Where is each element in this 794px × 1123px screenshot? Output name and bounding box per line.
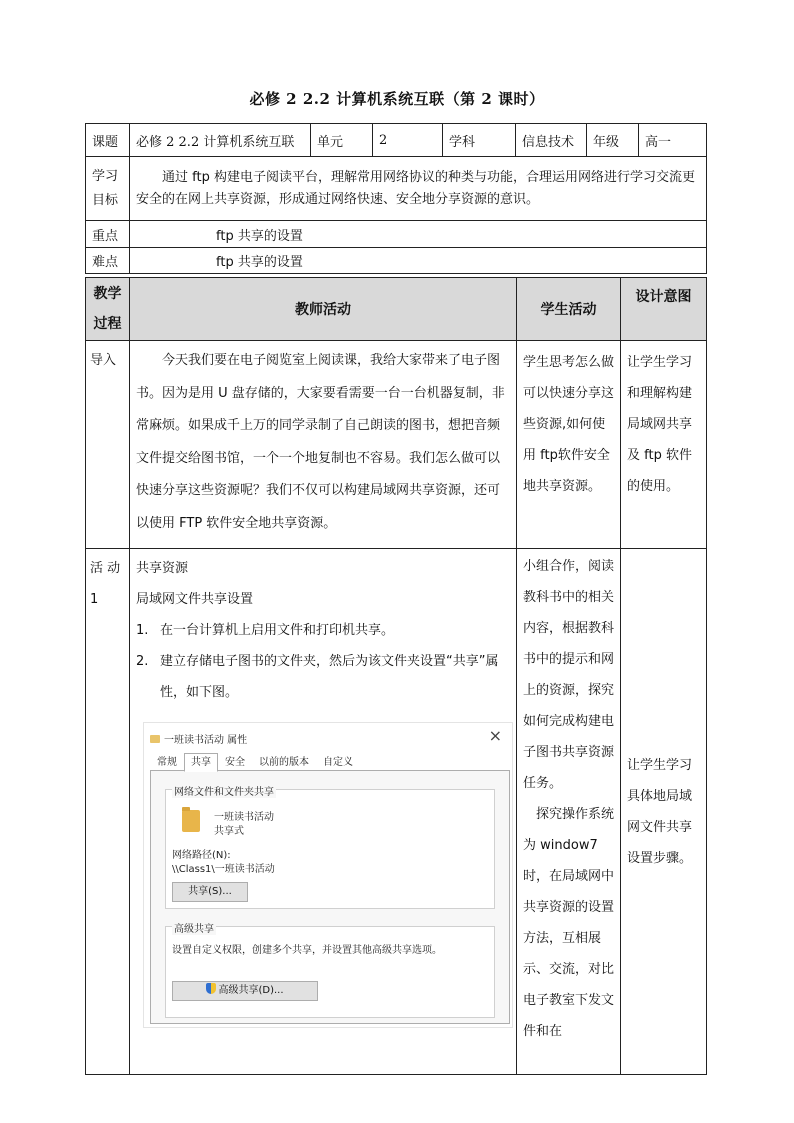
subject-label: 学科 <box>443 124 516 157</box>
unit-label: 单元 <box>311 124 373 157</box>
teacher-header: 教师活动 <box>130 278 517 341</box>
activity1-row <box>86 549 707 1075</box>
info-row-key <box>86 221 707 248</box>
advanced-sharing-button[interactable] <box>172 981 318 1001</box>
intro-teacher-text: 今天我们要在电子阅览室上阅读课，我给大家带来了电子图书。因为是用 U 盘存储的，大家要看需要一台一台机器复制，非常麻烦。如果成千上万的同学录制了自己朗读的图书，想把音频文件提交给图书馆，一个一个地复制也不容易。我们怎么做可以快速分享这些资源呢？我们不仅可以构建局域网共享资源，还可以使用 FTP 软件安全地共享资源。 <box>130 341 517 549</box>
goal-label-line-1: 学习 <box>92 168 119 184</box>
intro-stage: 导入 <box>86 341 130 549</box>
page-title: 必修 2 2.2 计算机系统互联（第 2 课时） <box>249 90 545 108</box>
info-row-topic <box>86 124 707 157</box>
dialog-title <box>150 731 247 746</box>
activity1-stage-line-2: 1 <box>90 592 99 607</box>
activity1-design-text: 让学生学习具体地局域网文件共享设置步骤。 <box>627 757 693 866</box>
network-path-label: 网络路径(N): <box>172 850 231 861</box>
design-header: 设计意图 <box>621 278 707 341</box>
tab-customize[interactable]: 自定义 <box>323 757 353 768</box>
activity1-student-text-2: 探究操作系统为 window7 时，在局域网中共享资源的设置方法，互相展示、交流，对比电子教室下发文件和在 <box>523 807 615 1039</box>
step-text: 建立存储电子图书的文件夹，然后为该文件夹设置“共享”属性，如下图。 <box>160 654 499 700</box>
goal-label-line-2: 目标 <box>92 192 119 208</box>
info-row-difficulty <box>86 248 707 274</box>
activity1-student-text-1: 小组合作，阅读教科书中的相关内容，根据教科书中的提示和网上的资源，探究如何完成构建电子图书共享资源任务。 <box>523 559 615 791</box>
grade-value: 高一 <box>639 124 707 157</box>
grade-label: 年级 <box>587 124 639 157</box>
difficulty-value: ftp 共享的设置 <box>130 248 707 274</box>
activity1-heading: 共享资源 <box>136 561 189 576</box>
folder-status: 共享式 <box>214 826 244 837</box>
step-text: 在一台计算机上启用文件和打印机共享。 <box>160 623 395 638</box>
key-label: 重点 <box>86 221 130 248</box>
activity1-student <box>517 549 621 1075</box>
folder-name: 一班读书活动 <box>214 812 274 823</box>
advanced-sharing-group <box>165 926 495 1018</box>
advanced-sharing-label: 高级共享 <box>172 920 216 935</box>
network-sharing-group <box>165 789 495 909</box>
shield-icon <box>206 983 216 994</box>
intro-student-text: 学生思考怎么做可以快速分享这些资源,如何使用 ftp软件安全地共享资源。 <box>517 341 621 549</box>
process-header <box>86 278 130 341</box>
difficulty-label: 难点 <box>86 248 130 274</box>
activity1-step <box>136 615 510 646</box>
goal-text: 通过 ftp 构建电子阅读平台，理解常用网络协议的种类与功能，合理运用网络进行学习交流更安全的在网上共享资源，形成通过网络快速、安全地分享资源的意识。 <box>130 157 707 221</box>
tab-sharing[interactable]: 共享 <box>184 753 218 772</box>
lesson-header-row <box>86 278 707 341</box>
network-sharing-label: 网络文件和文件夹共享 <box>172 783 276 798</box>
sharing-panel <box>150 770 510 1024</box>
dialog-title-text: 一班读书活动 属性 <box>164 735 248 746</box>
network-path-value: \\Class1\一班读书活动 <box>172 864 275 875</box>
tab-general[interactable]: 常规 <box>157 757 177 768</box>
activity1-stage <box>86 549 130 1075</box>
intro-design-text: 让学生学习和理解构建局域网共享及 ftp 软件的使用。 <box>621 341 707 549</box>
advanced-sharing-button-label: 高级共享(D)... <box>218 985 284 996</box>
advanced-sharing-description: 设置自定义权限，创建多个共享，并设置其他高级共享选项。 <box>172 945 442 956</box>
info-row-goal <box>86 157 707 221</box>
activity1-teacher <box>130 549 517 1075</box>
activity1-step <box>136 646 510 708</box>
topic-label: 课题 <box>86 124 130 157</box>
activity1-stage-line-1: 活 动 <box>90 561 121 576</box>
key-value: ftp 共享的设置 <box>130 221 707 248</box>
info-table <box>85 123 707 274</box>
subject-value: 信息技术 <box>516 124 587 157</box>
process-header-line-2: 过程 <box>93 316 122 332</box>
share-button[interactable]: 共享(S)... <box>172 882 248 902</box>
goal-label <box>86 157 130 221</box>
tab-previous-versions[interactable]: 以前的版本 <box>259 757 309 768</box>
properties-dialog-screenshot <box>143 722 513 1028</box>
folder-icon <box>150 735 160 743</box>
step-number: 2. <box>136 654 149 669</box>
student-header: 学生活动 <box>517 278 621 341</box>
activity1-steps <box>136 615 510 708</box>
lesson-table <box>85 277 707 1075</box>
close-icon[interactable]: × <box>488 726 502 745</box>
shared-folder-icon <box>182 810 200 832</box>
process-header-line-1: 教学 <box>93 286 122 302</box>
activity1-subheading: 局域网文件共享设置 <box>136 592 254 607</box>
step-number: 1. <box>136 623 149 638</box>
activity1-design <box>621 549 707 1075</box>
intro-row <box>86 341 707 549</box>
topic-value: 必修 2 2.2 计算机系统互联 <box>130 124 311 157</box>
unit-value: 2 <box>373 124 443 157</box>
tab-security[interactable]: 安全 <box>225 757 245 768</box>
